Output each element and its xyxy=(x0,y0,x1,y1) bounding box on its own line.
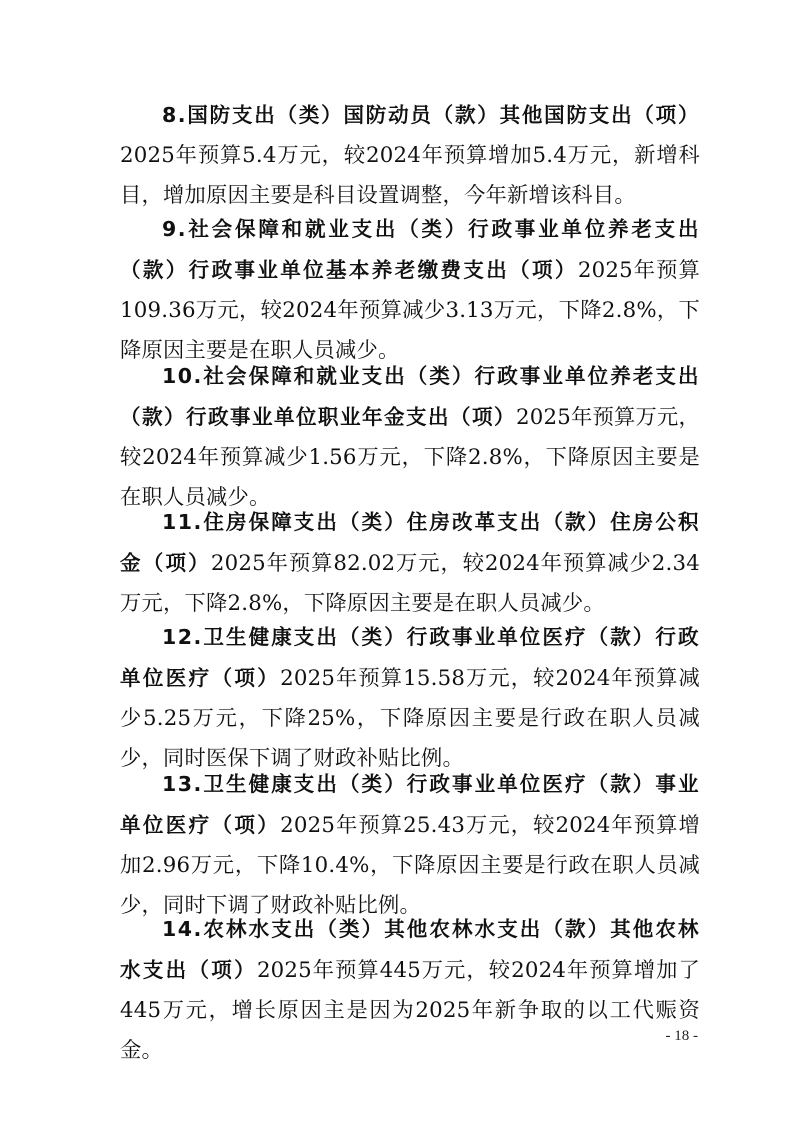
paragraph-heading: 11.住房保障支出（类）住房改革支出（款）住房公积金（项） xyxy=(120,510,700,575)
paragraph-heading: 14.农林水支出（类）其他农林水支出（款）其他农林水支出（项） xyxy=(120,917,700,982)
page-number: - 18 - xyxy=(665,1028,698,1044)
paragraph-heading: 13.卫生健康支出（类）行政事业单位医疗（款）事业单位医疗（项） xyxy=(120,772,700,837)
paragraph-heading: 10.社会保障和就业支出（类）行政事业单位养老支出（款）行政事业单位职业年金支出（项） xyxy=(120,364,700,429)
paragraph-heading: 12.卫生健康支出（类）行政事业单位医疗（款）行政单位医疗（项） xyxy=(120,625,700,690)
paragraph-body: 2025年预算万元，较2024年预算减少1.56万元，下降2.8%，下降原因主要是在职人员减少。 xyxy=(120,405,701,510)
paragraph-body: 2025年预算15.58万元，较2024年预算减少5.25万元，下降25%，下降原因主要是行政在职人员减少，同时医保下调了财政补贴比例。 xyxy=(120,666,701,771)
paragraph-item-14 xyxy=(120,909,700,1071)
paragraph-heading: 9.社会保障和就业支出（类）行政事业单位养老支出（款）行政事业单位基本养老缴费支出（项） xyxy=(120,217,700,282)
paragraph-body: 2025年预算82.02万元，较2024年预算减少2.34万元，下降2.8%，下降原因主要是在职人员减少。 xyxy=(120,551,701,616)
paragraph-item-11 xyxy=(120,502,700,624)
paragraph-item-10 xyxy=(120,356,700,518)
paragraph-item-12 xyxy=(120,617,700,779)
paragraph-body: 2025年预算5.4万元，较2024年预算增加5.4万元，新增科目，增加原因主要是科目设置调整，今年新增该科目。 xyxy=(120,143,700,208)
paragraph-body: 2025年预算25.43万元，较2024年预算增加2.96万元，下降10.4%，下降原因主要是行政在职人员减少，同时下调了财政补贴比例。 xyxy=(120,813,701,918)
paragraph-body: 2025年预算109.36万元，较2024年预算减少3.13万元，下降2.8%，下降原因主要是在职人员减少。 xyxy=(120,258,700,363)
paragraph-item-9 xyxy=(120,209,700,371)
paragraph-item-13 xyxy=(120,764,700,926)
paragraph-item-8 xyxy=(120,95,700,216)
paragraph-body: 2025年预算445万元，较2024年预算增加了445万元，增长原因主是因为2025年新争取的以工代赈资金。 xyxy=(120,958,700,1063)
paragraph-heading: 8.国防支出（类）国防动员（款）其他国防支出（项） xyxy=(162,103,700,127)
